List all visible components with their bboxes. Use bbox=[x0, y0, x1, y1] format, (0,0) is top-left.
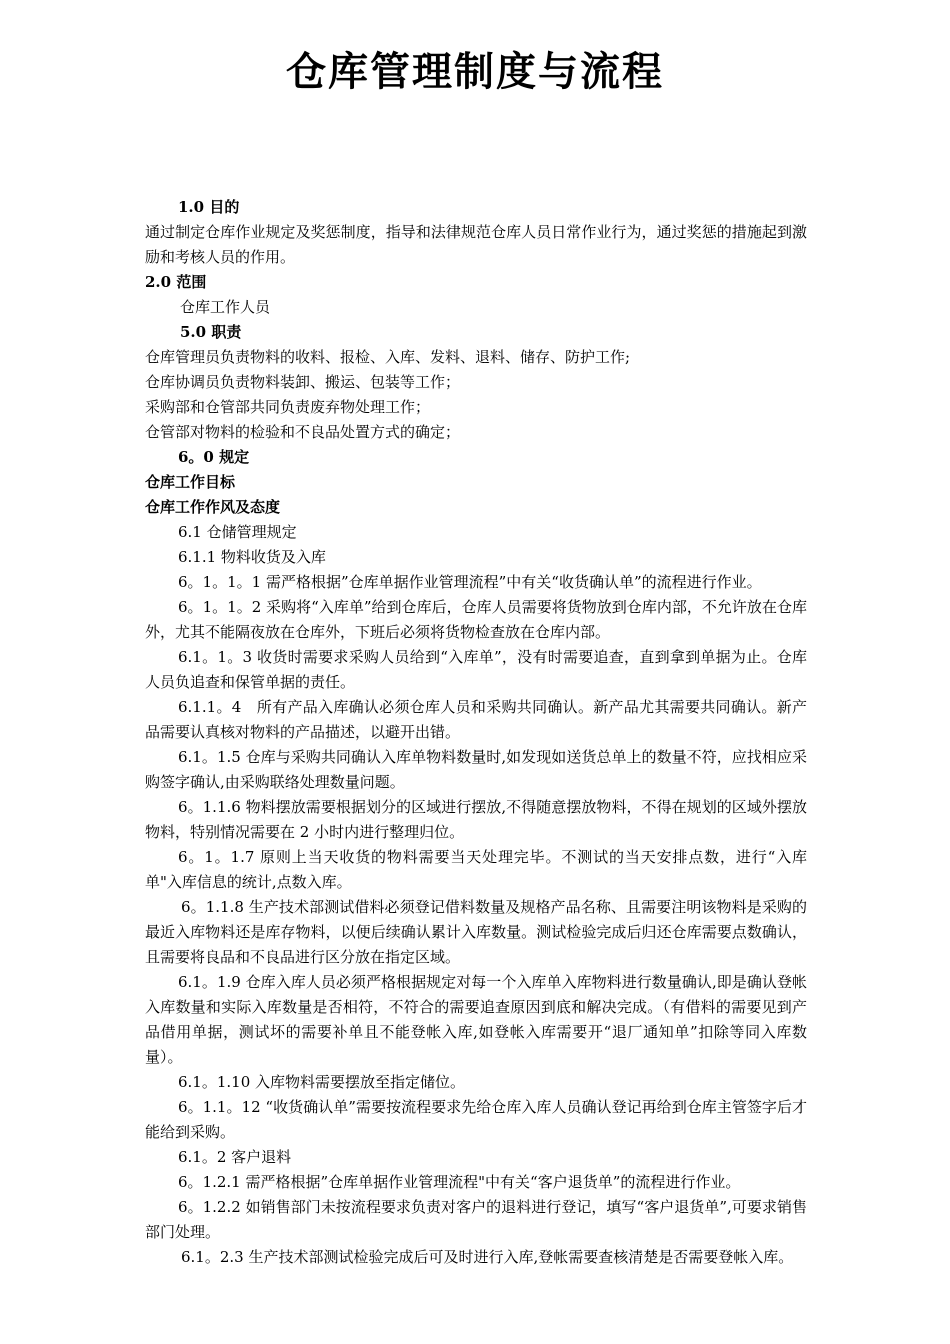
paragraph: 仓库管理员负责物料的收料、报检、入库、发料、退料、储存、防护工作; bbox=[145, 348, 631, 366]
paragraph: 6.1.1 物料收货及入库 bbox=[178, 548, 326, 566]
paragraph: 6.1。2.3 生产技术部测试检验完成后可及时进行入库,登帐需要查核清楚是否需要登帐入库。 bbox=[181, 1248, 794, 1266]
paragraph: 6。1.2.1 需严格根据”仓库单据作业管理流程"中有关“客户退货单”的流程进行作业。 bbox=[178, 1173, 741, 1191]
paragraph: 6。1.1。12 “收货确认单”需要按流程要求先给仓库入库人员确认登记再给到仓库主管签字后才能给到采购。 bbox=[145, 1098, 807, 1141]
paragraph: 仓库协调员负责物料装卸、搬运、包装等工作； bbox=[145, 373, 461, 391]
paragraph: 6。0 规定 bbox=[178, 448, 250, 466]
paragraph: 仓管部对物料的检验和不良品处置方式的确定； bbox=[145, 423, 461, 441]
paragraph: 6。1.2.2 如销售部门未按流程要求负责对客户的退料进行登记，填写“客户退货单”,可要求销售部门处理。 bbox=[145, 1198, 807, 1241]
paragraph: 仓库工作作风及态度 bbox=[145, 498, 281, 516]
document-body bbox=[145, 195, 807, 1270]
paragraph: 6.1。1。3 收货时需要求采购人员给到“入库单”，没有时需要追查，直到拿到单据为止。仓库人员负追查和保管单据的责任。 bbox=[145, 648, 807, 691]
paragraph: 6.1.1。4 所有产品入库确认必须仓库人员和采购共同确认。新产品尤其需要共同确认。新产品需要认真核对物料的产品描述，以避开出错。 bbox=[145, 698, 807, 741]
paragraph: 通过制定仓库作业规定及奖惩制度，指导和法律规范仓库人员日常作业行为，通过奖惩的措施起到激励和考核人员的作用。 bbox=[145, 223, 807, 266]
paragraph: 1.0 目的 bbox=[178, 198, 240, 216]
paragraph: 6.1。2 客户退料 bbox=[178, 1148, 292, 1166]
paragraph: 仓库工作人员 bbox=[180, 298, 271, 316]
page-title: 仓库管理制度与流程 bbox=[286, 48, 664, 95]
paragraph: 6。1.1.6 物料摆放需要根据划分的区域进行摆放,不得随意摆放物料，不得在规划的区域外摆放物料，特别情况需要在 2 小时内进行整理归位。 bbox=[145, 798, 807, 841]
paragraph: 6。1.1.8 生产技术部测试借料必须登记借料数量及规格产品名称、且需要注明该物料是采购的最近入库物料还是库存物料，以便后续确认累计入库数量。测试检验完成后归还仓库需要点数确认，且需要将良品和不良品进行区分放在指定区域。 bbox=[145, 898, 807, 966]
paragraph: 6.1。1.5 仓库与采购共同确认入库单物料数量时,如发现如送货总单上的数量不符，应找相应采购签字确认,由采购联络处理数量问题。 bbox=[145, 748, 807, 791]
paragraph: 2.0 范围 bbox=[145, 273, 207, 291]
paragraph: 6。1。1。2 采购将“入库单”给到仓库后，仓库人员需要将货物放到仓库内部，不允许放在仓库外，尤其不能隔夜放在仓库外，下班后必须将货物检查放在仓库内部。 bbox=[145, 598, 807, 641]
paragraph: 6。1。1。1 需严格根据”仓库单据作业管理流程”中有关“收货确认单”的流程进行作业。 bbox=[178, 573, 762, 591]
paragraph: 5.0 职责 bbox=[180, 323, 242, 341]
paragraph: 6。1。1.7 原则上当天收货的物料需要当天处理完毕。不测试的当天安排点数，进行“入库单"入库信息的统计,点数入库。 bbox=[145, 848, 807, 891]
paragraph: 采购部和仓管部共同负责废弃物处理工作； bbox=[145, 398, 431, 416]
paragraph: 6.1。1.9 仓库入库人员必须严格根据规定对每一个入库单入库物料进行数量确认,即是确认登帐入库数量和实际入库数量是否相符，不符合的需要追查原因到底和解决完成。（有借料的需要见到产品借用单据，测试坏的需要补单且不能登帐入库,如登帐入库需要开“退厂通知单”扣除等同入库数量）。 bbox=[145, 973, 807, 1066]
paragraph: 6.1 仓储管理规定 bbox=[178, 523, 297, 541]
paragraph: 仓库工作目标 bbox=[145, 473, 236, 491]
paragraph: 6.1。1.10 入库物料需要摆放至指定储位。 bbox=[178, 1073, 466, 1091]
